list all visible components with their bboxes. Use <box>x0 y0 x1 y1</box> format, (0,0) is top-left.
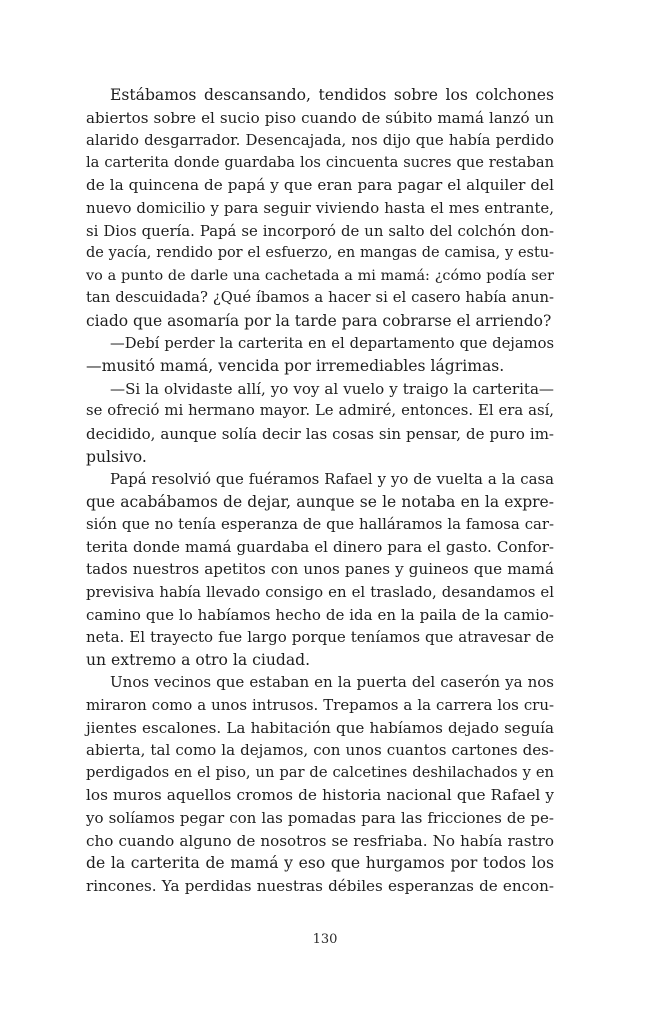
text-line: previsiva había llevado consigo en el traslado, desandamos el <box>86 583 554 602</box>
text-line: los muros aquellos cromos de historia nacional que Rafael y <box>86 786 554 805</box>
text-line: miraron como a unos intrusos. Trepamos a la carrera los cru- <box>86 696 554 715</box>
text-line: si Dios quería. Papá se incorporó de un salto del colchón don- <box>86 221 554 240</box>
page-body <box>86 84 554 897</box>
text-line: sión que no tenía esperanza de que halláramos la famosa car- <box>86 515 554 534</box>
text-line: pulsivo. <box>86 447 147 466</box>
text-line: de yacía, rendido por el esfuerzo, en mangas de camisa, y estu- <box>86 245 554 262</box>
text-line: perdigados en el piso, un par de calcetines deshilachados y en <box>86 763 554 781</box>
text-line: yo solíamos pegar con las pomadas para las fricciones de pe- <box>86 809 554 827</box>
text-line: que acabábamos de dejar, aunque se le notaba en la expre- <box>86 492 554 511</box>
text-line: Estábamos descansando, tendidos sobre los colchones <box>110 86 554 104</box>
text-line: decidido, aunque solía decir las cosas sin pensar, de puro im- <box>86 424 554 443</box>
text-line: terita donde mamá guardaba el dinero para el gasto. Confor- <box>86 537 554 556</box>
text-line: ciado que asomaría por la tarde para cobrarse el arriendo? <box>86 311 552 330</box>
text-line: Unos vecinos que estaban en la puerta del caserón ya nos <box>110 673 554 692</box>
text-line: jientes escalones. La habitación que habíamos dejado seguía <box>86 718 554 737</box>
text-line: neta. El trayecto fue largo porque teníamos que atravesar de <box>86 628 554 647</box>
text-line: —musitó mamá, vencida por irremediables lágrimas. <box>86 357 505 376</box>
text-line: rincones. Ya perdidas nuestras débiles esperanzas de encon- <box>86 876 554 895</box>
text-line: vo a punto de darle una cachetada a mi mamá: ¿cómo podía ser <box>86 267 554 284</box>
text-line: de la carterita de mamá y eso que hurgamos por todos los <box>86 854 554 873</box>
text-line: cho cuando alguno de nosotros se resfriaba. No había rastro <box>86 831 554 850</box>
text-line: Papá resolvió que fuéramos Rafael y yo de vuelta a la casa <box>110 470 554 489</box>
text-line: abiertos sobre el sucio piso cuando de súbito mamá lanzó un <box>86 108 554 127</box>
text-line: nuevo domicilio y para seguir viviendo hasta el mes entrante, <box>86 198 554 217</box>
text-line: camino que lo habíamos hecho de ida en la paila de la camio- <box>86 605 554 624</box>
text-line: de la quincena de papá y que eran para pagar el alquiler del <box>86 176 554 195</box>
text-line: un extremo a otro la ciudad. <box>86 650 311 669</box>
text-line: abierta, tal como la dejamos, con unos cuantos cartones des- <box>86 741 554 760</box>
text-line: —Si la olvidaste allí, yo voy al vuelo y traigo la carterita— <box>110 379 554 398</box>
text-line: tados nuestros apetitos con unos panes y guineos que mamá <box>86 560 554 579</box>
text-line: tan descuidada? ¿Qué íbamos a hacer si el casero había anun- <box>86 289 554 307</box>
text-line: se ofreció mi hermano mayor. Le admiré, entonces. El era así, <box>86 402 554 420</box>
page-number: 130 <box>312 932 338 947</box>
text-line: alarido desgarrador. Desencajada, nos dijo que había perdido <box>86 131 554 150</box>
text-line: —Debí perder la carterita en el departamento que dejamos <box>110 334 554 352</box>
text-line: la carterita donde guardaba los cincuenta sucres que restaban <box>86 153 554 171</box>
